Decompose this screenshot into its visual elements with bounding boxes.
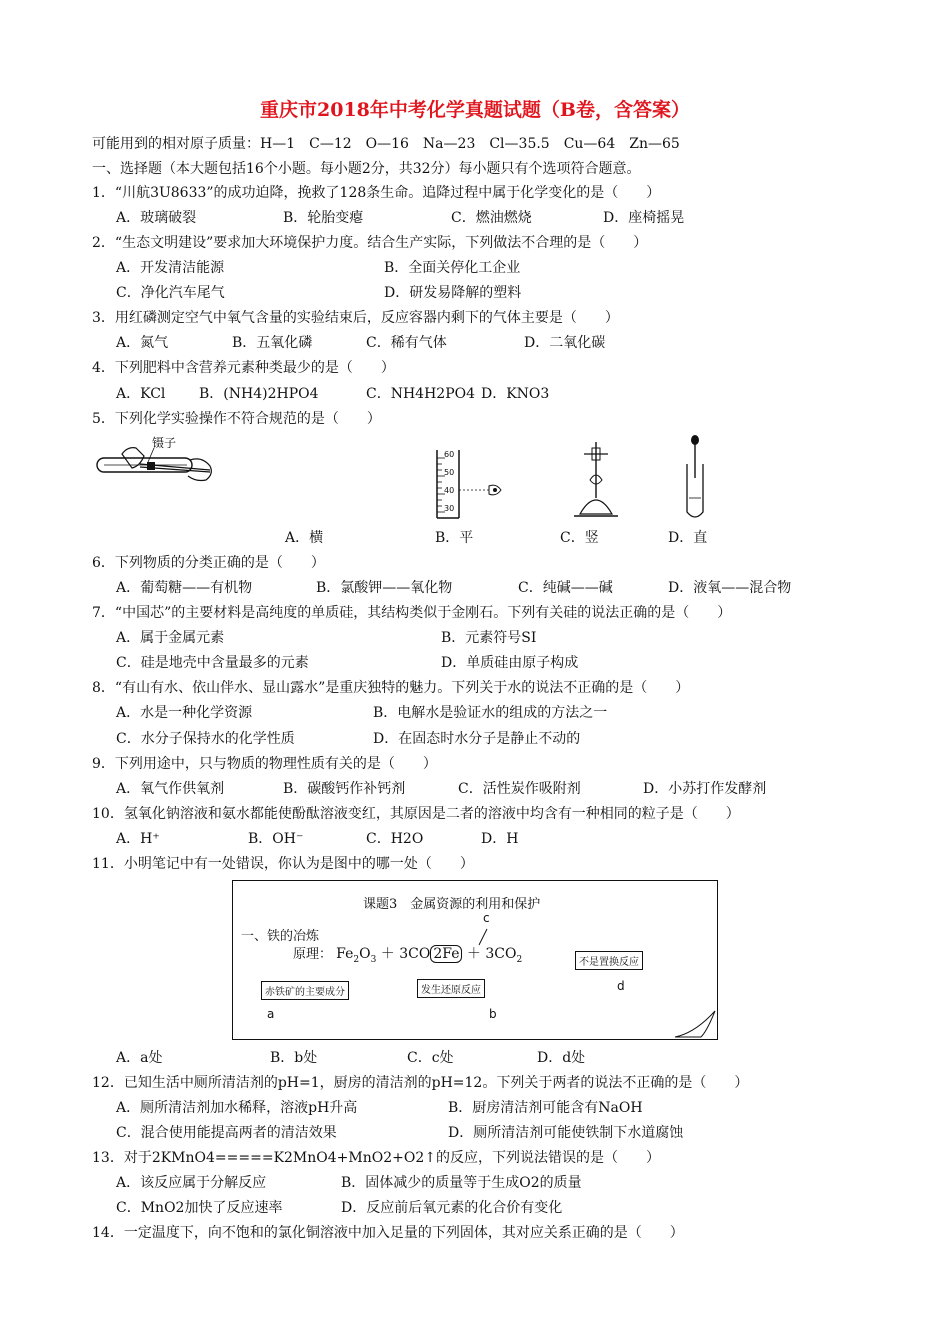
label-b: b	[489, 1007, 497, 1021]
note-equation: 原理： $Fe_2O_3 + 3CO$ $2Fe + 3CO_2$	[293, 946, 523, 965]
q6-option-a: A．葡萄糖——有机物	[116, 580, 253, 596]
q5-option-c: C．竖	[560, 530, 599, 546]
label-a: a	[267, 1007, 275, 1021]
q12-option-a: A．厕所清洁剂加水稀释，溶液pH升高	[116, 1100, 358, 1116]
q11-option-a: A．a处	[116, 1050, 163, 1066]
q11-option-c: C．c处	[407, 1050, 454, 1066]
q12-option-d: D．厕所清洁剂可能使铁制下水道腐蚀	[448, 1125, 684, 1141]
q9-stem: 9．下列用途中，只与物质的物理性质有关的是（ ）	[92, 756, 437, 772]
scale-30: 30	[444, 504, 455, 513]
q9-option-a: A．氧气作供氧剂	[116, 781, 225, 797]
note-heading: 一、铁的冶炼	[241, 929, 320, 944]
q5-stem: 5．下列化学实验操作不符合规范的是（ ）	[92, 411, 381, 427]
note-principle: 原理：	[293, 947, 333, 962]
q1-option-d: D．座椅摇晃	[603, 210, 685, 226]
q4-option-b: B．(NH4)2HPO4	[199, 386, 319, 402]
q13-option-c: C．MnO2加快了反应速率	[116, 1200, 283, 1216]
tag-a: 赤铁矿的主要成分	[261, 981, 349, 1000]
q13-stem: 13．对于2KMnO4=====K2MnO4+MnO2+O2↑的反应，下列说法错误的是（ ）	[92, 1150, 660, 1166]
dropper-figure	[680, 434, 710, 520]
q5-option-a: A．横	[285, 530, 324, 546]
q2-option-b: B．全面关停化工企业	[384, 260, 521, 276]
q11-option-b: B．b处	[270, 1050, 318, 1066]
q8-option-d: D．在固态时水分子是静止不动的	[373, 731, 581, 747]
q10-option-c: C．H2O	[366, 831, 424, 847]
label-c: c	[483, 911, 490, 925]
q6-stem: 6．下列物质的分类正确的是（ ）	[92, 555, 325, 571]
q2-option-a: A．开发清洁能源	[116, 260, 225, 276]
q3-option-d: D．二氧化碳	[524, 335, 606, 351]
note-title: 课题3 金属资源的利用和保护	[363, 897, 541, 912]
q7-option-a: A．属于金属元素	[116, 630, 225, 646]
q12-option-b: B．厨房清洁剂可能含有NaOH	[448, 1100, 643, 1116]
q4-option-c: C．NH4H2PO4	[366, 386, 475, 402]
q9-option-b: B．碳酸钙作补钙剂	[283, 781, 406, 797]
scale-40: 40	[444, 486, 455, 495]
q9-option-d: D．小苏打作发酵剂	[643, 781, 767, 797]
page-title: 重庆市2018年中考化学真题试题（B卷，含答案）	[260, 99, 690, 121]
scale-50: 50	[444, 468, 455, 477]
q8-option-c: C．水分子保持水的化学性质	[116, 731, 295, 747]
q2-option-d: D．研发易降解的塑料	[384, 285, 522, 301]
q5-option-d: D．直	[668, 530, 708, 546]
q12-option-c: C．混合使用能提高两者的清洁效果	[116, 1125, 337, 1141]
iron-stand-figure	[570, 440, 625, 520]
q9-option-c: C．活性炭作吸附剂	[458, 781, 581, 797]
q10-option-a: A．H⁺	[116, 831, 160, 847]
notebook-figure	[232, 880, 718, 1040]
q14-stem: 14．一定温度下，向不饱和的氯化铜溶液中加入足量的下列固体，其对应关系正确的是（ ）	[92, 1225, 684, 1241]
q10-option-b: B．OH⁻	[248, 831, 304, 847]
q2-option-c: C．净化汽车尾气	[116, 285, 225, 301]
tag-b: 发生还原反应	[417, 979, 485, 998]
q7-option-b: B．元素符号SI	[441, 630, 537, 646]
scale-60: 60	[444, 450, 455, 459]
q4-stem: 4．下列肥料中含营养元素种类最少的是（ ）	[92, 360, 395, 376]
q11-stem: 11．小明笔记中有一处错误，你认为是图中的哪一处（ ）	[92, 856, 474, 872]
q2-stem: 2．“生态文明建设”要求加大环境保护力度。结合生产实际，下列做法不合理的是（ ）	[92, 235, 648, 251]
tweezers-label: 镊子	[152, 436, 177, 450]
q1-option-c: C．燃油燃烧	[451, 210, 532, 226]
q1-option-a: A．玻璃破裂	[116, 210, 197, 226]
page-curl	[673, 1009, 717, 1039]
q8-option-b: B．电解水是验证水的组成的方法之一	[373, 705, 608, 721]
q13-option-d: D．反应前后氧元素的化合价有变化	[341, 1200, 563, 1216]
tag-d: 不是置换反应	[575, 951, 643, 970]
q4-option-a: A．KCl	[116, 386, 166, 402]
q3-option-c: C．稀有气体	[366, 335, 447, 351]
q11-option-d: D．d处	[537, 1050, 586, 1066]
q7-stem: 7．“中国芯”的主要材料是高纯度的单质硅，其结构类似于金刚石。下列有关硅的说法正确的是（ ）	[92, 605, 732, 621]
q8-stem: 8．“有山有水、依山伴水、显山露水”是重庆独特的魅力。下列关于水的说法不正确的是（ ）	[92, 680, 690, 696]
q7-option-d: D．单质硅由原子构成	[441, 655, 579, 671]
label-d: d	[617, 979, 625, 993]
q1-option-b: B．轮胎变瘪	[283, 210, 364, 226]
q12-stem: 12．已知生活中厕所清洁剂的pH=1，厨房的清洁剂的pH=12。下列关于两者的说法不正确的是（ ）	[92, 1075, 749, 1091]
q1-stem: 1．“川航3U8633”的成功迫降，挽救了128条生命。追降过程中属于化学变化的是（ ）	[92, 185, 661, 201]
q6-option-c: C．纯碱——碱	[518, 580, 613, 596]
q5-option-b: B．平	[435, 530, 474, 546]
q13-option-a: A．该反应属于分解反应	[116, 1175, 267, 1191]
q10-stem: 10．氢氧化钠溶液和氨水都能使酚酞溶液变红，其原因是二者的溶液中均含有一种相同的粒子是（ ）	[92, 806, 740, 822]
q3-option-b: B．五氧化磷	[232, 335, 313, 351]
q3-stem: 3．用红磷测定空气中氧气含量的实验结束后，反应容器内剩下的气体主要是（ ）	[92, 310, 619, 326]
q4-option-d: D．KNO3	[481, 386, 550, 402]
q6-option-d: D．液氧——混合物	[668, 580, 792, 596]
atomic-masses: 可能用到的相对原子质量：H—1 C—12 O—16 Na—23 Cl—35.5 Cu—64 Zn—65	[92, 136, 680, 152]
q8-option-a: A．水是一种化学资源	[116, 705, 253, 721]
q13-option-b: B．固体减少的质量等于生成O2的质量	[341, 1175, 582, 1191]
q7-option-c: C．硅是地壳中含量最多的元素	[116, 655, 309, 671]
section-heading: 一、选择题（本大题包括16个小题。每小题2分，共32分）每小题只有个选项符合题意。	[92, 161, 641, 177]
q3-option-a: A．氮气	[116, 335, 169, 351]
pointer-c	[469, 927, 493, 947]
q6-option-b: B．氯酸钾——氧化物	[316, 580, 453, 596]
q10-option-d: D．H	[481, 831, 519, 847]
